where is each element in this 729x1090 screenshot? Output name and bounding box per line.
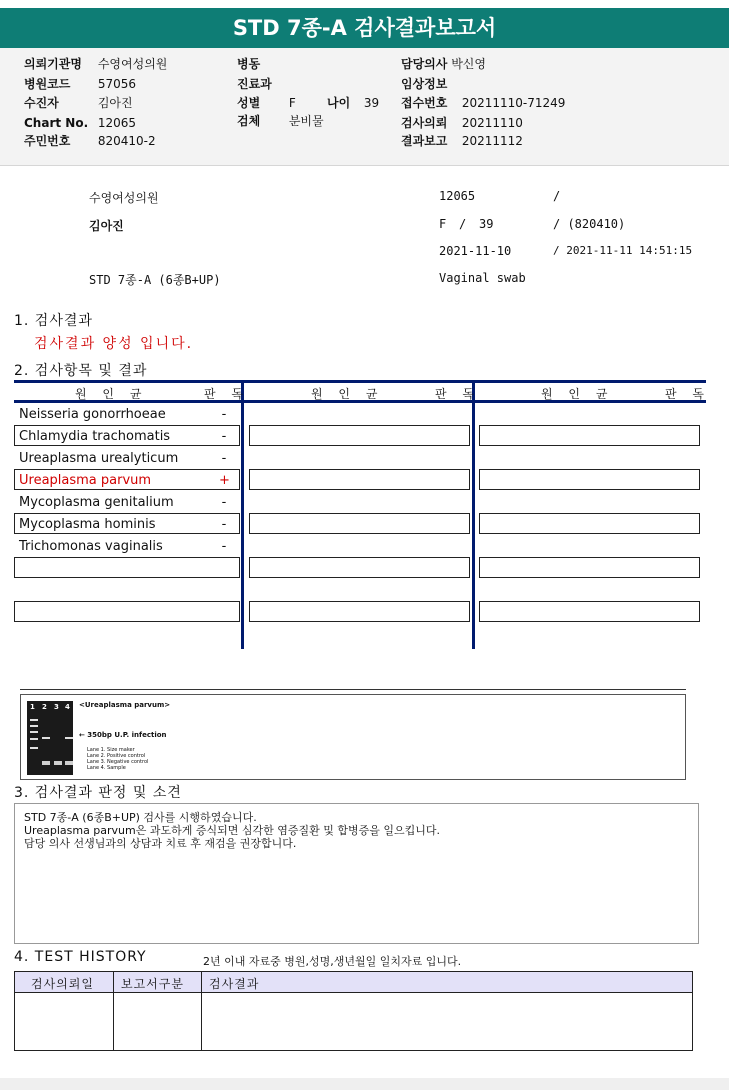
row-box <box>479 601 700 622</box>
organism-result: - <box>221 407 227 422</box>
section4-title: 4. TEST HISTORY <box>14 949 147 965</box>
info-sex-age-slash: / <box>459 217 467 231</box>
lane-number: 1 <box>30 703 35 711</box>
age-label: 나이 <box>327 96 351 110</box>
history-note: 2년 이내 자료중 병원,성명,생년월일 일치자료 입니다. <box>203 955 462 968</box>
institution-value: 수영여성의원 <box>97 57 168 71</box>
gel-band <box>30 725 38 727</box>
organism-result: - <box>221 495 227 510</box>
patient-label: 수진자 <box>24 96 59 110</box>
row-box <box>479 469 700 490</box>
info-specimen: Vaginal swab <box>439 271 526 285</box>
rrn-label: 주민번호 <box>24 134 71 148</box>
doctor-label: 담당의사 <box>401 57 448 71</box>
hospital-code-field <box>24 76 136 92</box>
info-test-name: STD 7종-A (6종B+UP) <box>89 273 221 287</box>
row-box <box>14 601 240 622</box>
gel-image-panel <box>20 694 686 780</box>
institution-label: 의뢰기관명 <box>24 57 82 71</box>
row-box <box>249 425 470 446</box>
section3-title: 3. 검사결과 판정 및 소견 <box>14 785 182 801</box>
ward-field <box>237 56 264 72</box>
sex-value: F <box>288 96 296 110</box>
row-box <box>249 601 470 622</box>
opinion-line: STD 7종-A (6종B+UP) 검사를 시행하였습니다. <box>24 811 257 824</box>
organism-name: Neisseria gonorrhoeae <box>19 407 166 422</box>
gel-arrow-label: ← 350bp U.P. infection <box>79 731 167 739</box>
rrn-field <box>24 133 156 149</box>
organism-name-positive: Ureaplasma parvum <box>19 473 152 488</box>
chart-no-label: Chart No. <box>24 116 89 130</box>
history-col-date: 검사의뢰일 <box>31 977 94 991</box>
history-column-divider <box>201 972 202 1050</box>
footer-bar <box>0 1078 729 1090</box>
report-date-value: 20211112 <box>461 134 523 148</box>
organism-result: - <box>221 539 227 554</box>
positive-message: 검사결과 양성 입니다. <box>34 336 194 352</box>
organism-name: Mycoplasma genitalium <box>19 495 174 510</box>
info-report-datetime: / 2021-11-11 14:51:15 <box>553 244 693 257</box>
chart-no-value: 12065 <box>97 116 137 130</box>
accession-label: 접수번호 <box>401 96 448 110</box>
dept-label: 진료과 <box>237 77 272 91</box>
lane-number: 2 <box>42 703 47 711</box>
gel-band <box>30 738 38 740</box>
opinion-line: 담당 의사 선생님과의 상담과 치료 후 재검을 권장합니다. <box>24 837 297 850</box>
report-title: STD 7종-A 검사결과보고서 <box>0 8 729 48</box>
accession-field <box>401 95 565 111</box>
specimen-value: 분비물 <box>288 114 324 128</box>
gel-band <box>42 737 50 739</box>
gel-legend-item: Lane 4. Sample <box>87 765 126 771</box>
specimen-label: 검체 <box>237 114 261 128</box>
hospital-code-label: 병원코드 <box>24 77 71 91</box>
organism-name: Ureaplasma urealyticum <box>19 451 179 466</box>
report-date-label: 결과보고 <box>401 134 448 148</box>
specimen-field <box>237 113 324 129</box>
info-sex: F <box>439 217 447 231</box>
row-box <box>14 557 240 578</box>
col2-organism-header: 원 인 균 <box>311 387 384 401</box>
row-box <box>249 557 470 578</box>
report-date-field <box>401 133 523 149</box>
accession-value: 20211110-71249 <box>461 96 566 110</box>
lane-number: 4 <box>65 703 70 711</box>
organism-result-positive: + <box>219 473 230 488</box>
row-box <box>249 513 470 534</box>
gel-band <box>30 731 38 733</box>
lane-number: 3 <box>54 703 59 711</box>
gel-legend-item: Lane 2. Positive control <box>87 753 146 759</box>
request-date-value: 20211110 <box>461 116 523 130</box>
ward-label: 병동 <box>237 57 261 71</box>
gel-title: <Ureaplasma parvum> <box>79 701 171 709</box>
column-divider-2 <box>472 380 475 649</box>
gel-legend-item: Lane 3. Negative control <box>87 759 149 765</box>
organism-result: - <box>221 517 227 532</box>
column-divider-1 <box>241 380 244 649</box>
doctor-value: 박신영 <box>451 57 486 71</box>
patient-field <box>24 95 133 111</box>
opinion-box <box>14 803 699 944</box>
organism-result: - <box>221 429 227 444</box>
info-birth: / (820410) <box>553 217 626 231</box>
gel-band <box>30 719 38 721</box>
organism-result: - <box>221 451 227 466</box>
gel-divider <box>20 689 686 690</box>
doctor-field <box>401 56 486 72</box>
row-box <box>479 513 700 534</box>
gel-band <box>65 761 73 765</box>
hospital-code-value: 57056 <box>97 77 137 91</box>
col3-result-header: 판 독 <box>665 387 710 401</box>
info-slash: / <box>553 189 561 203</box>
table-top-rule <box>14 380 706 383</box>
organism-name: Trichomonas vaginalis <box>19 539 163 554</box>
request-date-field <box>401 115 523 131</box>
rrn-value: 820410-2 <box>97 134 156 148</box>
request-date-label: 검사의뢰 <box>401 116 448 130</box>
gel-band <box>54 761 62 765</box>
info-age: 39 <box>479 217 494 231</box>
age-value: 39 <box>363 96 380 110</box>
col3-organism-header: 원 인 균 <box>541 387 614 401</box>
gel-electrophoresis-image <box>27 701 73 775</box>
sex-label: 성별 <box>237 96 261 110</box>
section2-title: 2. 검사항목 및 결과 <box>14 363 148 379</box>
col1-organism-header: 원 인 균 <box>75 387 148 401</box>
history-col-result: 검사결과 <box>209 977 260 991</box>
gel-band <box>42 761 50 765</box>
info-request-date: 2021-11-10 <box>439 244 512 258</box>
report-header <box>0 48 729 166</box>
history-col-type: 보고서구분 <box>121 977 184 991</box>
organism-name: Chlamydia trachomatis <box>19 429 171 444</box>
test-history-table <box>14 971 693 1051</box>
row-box <box>249 469 470 490</box>
sex-field <box>237 95 296 111</box>
organism-name: Mycoplasma hominis <box>19 517 156 532</box>
patient-value: 김아진 <box>97 96 133 110</box>
opinion-line: Ureaplasma parvum은 과도하게 증식되면 심각한 염증질환 및 합병증을 일으킵니다. <box>24 824 440 837</box>
section1-title: 1. 검사결과 <box>14 313 93 329</box>
age-field <box>327 95 379 111</box>
col2-result-header: 판 독 <box>435 387 480 401</box>
gel-legend-item: Lane 1. Size maker <box>87 747 135 753</box>
chart-no-field <box>24 115 136 131</box>
info-chart-no: 12065 <box>439 189 476 203</box>
row-box <box>479 425 700 446</box>
clinical-label: 임상정보 <box>401 77 448 91</box>
clinical-field <box>401 76 451 92</box>
info-institution: 수영여성의원 <box>89 191 159 205</box>
info-patient: 김아진 <box>89 219 124 233</box>
institution-field <box>24 56 167 72</box>
gel-band <box>30 747 38 749</box>
history-header-row <box>15 972 692 993</box>
gel-band <box>65 737 73 739</box>
row-box <box>479 557 700 578</box>
col1-result-header: 판 독 <box>204 387 249 401</box>
history-column-divider <box>113 972 114 1050</box>
gel-legend <box>87 747 148 771</box>
dept-field <box>237 76 276 92</box>
